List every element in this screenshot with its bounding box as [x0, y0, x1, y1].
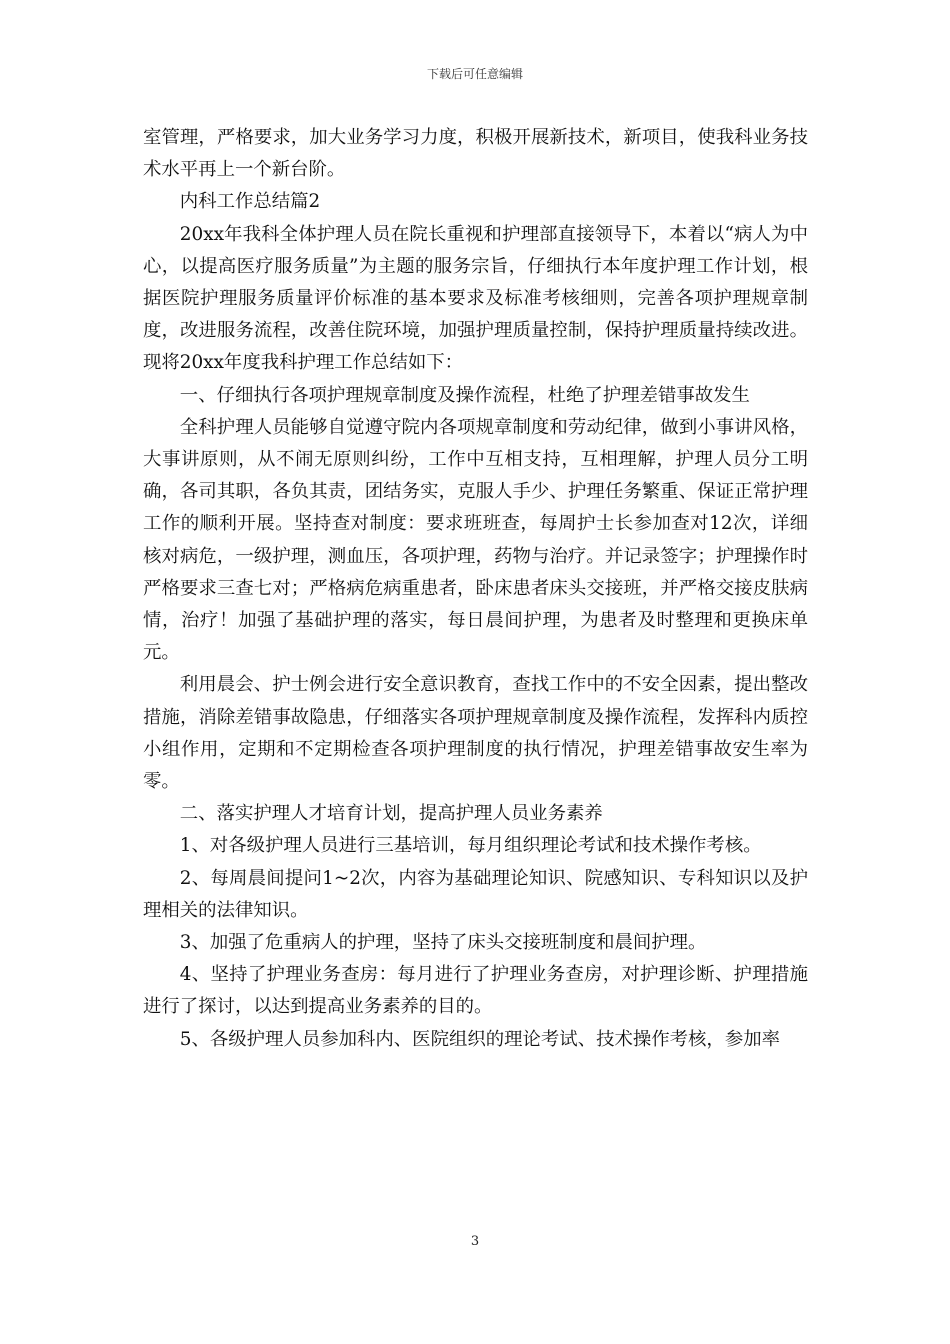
paragraph-continuation: 室管理，严格要求，加大业务学习力度，积极开展新技术，新项目，使我科业务技术水平再上一个新台阶。: [143, 127, 808, 181]
list-item: 5、各级护理人员参加科内、医院组织的理论考试、技术操作考核，参加率: [179, 1028, 780, 1050]
section-title: 内科工作总结篇2: [179, 191, 321, 213]
heading-section-1: 一、仔细执行各项护理规章制度及操作流程，杜绝了护理差错事故发生: [179, 384, 750, 406]
page-header-note: 下载后可任意编辑: [426, 67, 523, 81]
list-item: 4、坚持了护理业务查房：每月进行了护理业务查房，对护理诊断、护理措施进行了探讨，以达到提高业务素养的目的。: [143, 964, 808, 1018]
page-number: 3: [470, 1234, 480, 1249]
list-item: 1、对各级护理人员进行三基培训，每月组织理论考试和技术操作考核。: [179, 835, 762, 857]
paragraph-body: 利用晨会、护士例会进行安全意识教育，查找工作中的不安全因素，提出整改措施，消除差错事故隐患，仔细落实各项护理规章制度及操作流程，发挥科内质控小组作用，定期和不定期检查各项护理制度的执行情况，护理差错事故安生率为零。: [143, 674, 808, 793]
paragraph-body: 全科护理人员能够自觉遵守院内各项规章制度和劳动纪律，做到小事讲风格，大事讲原则，从不闹无原则纠纷，工作中互相支持，互相理解，护理人员分工明确，各司其职，各负其责，团结务实，克服人手少、护理任务繁重、保证正常护理工作的顺利开展。坚持查对制度：要求班班查，每周护士长参加查对12次，详细核对病危，一级护理，测血压，各项护理，药物与治疗。并记录签字；护理操作时严格要求三查七对；严格病危病重患者，卧床患者床头交接班，并严格交接皮肤病情，治疗！加强了基础护理的落实，每日晨间护理，为患者及时整理和更换床单元。: [143, 416, 808, 664]
list-item: 2、每周晨间提问1~2次，内容为基础理论知识、院感知识、专科知识以及护理相关的法律知识。: [143, 867, 808, 921]
document-body: [143, 122, 808, 1056]
paragraph-intro: 20xx年我科全体护理人员在院长重视和护理部直接领导下，本着以“病人为中心，以提高医疗服务质量”为主题的服务宗旨，仔细执行本年度护理工作计划，根据医院护理服务质量评价标准的基本要求及标准考核细则，完善各项护理规章制度，改进服务流程，改善住院环境，加强护理质量控制，保持护理质量持续改进。现将20xx年度我科护理工作总结如下：: [143, 223, 808, 374]
list-item: 3、加强了危重病人的护理，坚持了床头交接班制度和晨间护理。: [179, 932, 707, 954]
heading-section-2: 二、落实护理人才培育计划，提高护理人员业务素养: [179, 803, 603, 825]
